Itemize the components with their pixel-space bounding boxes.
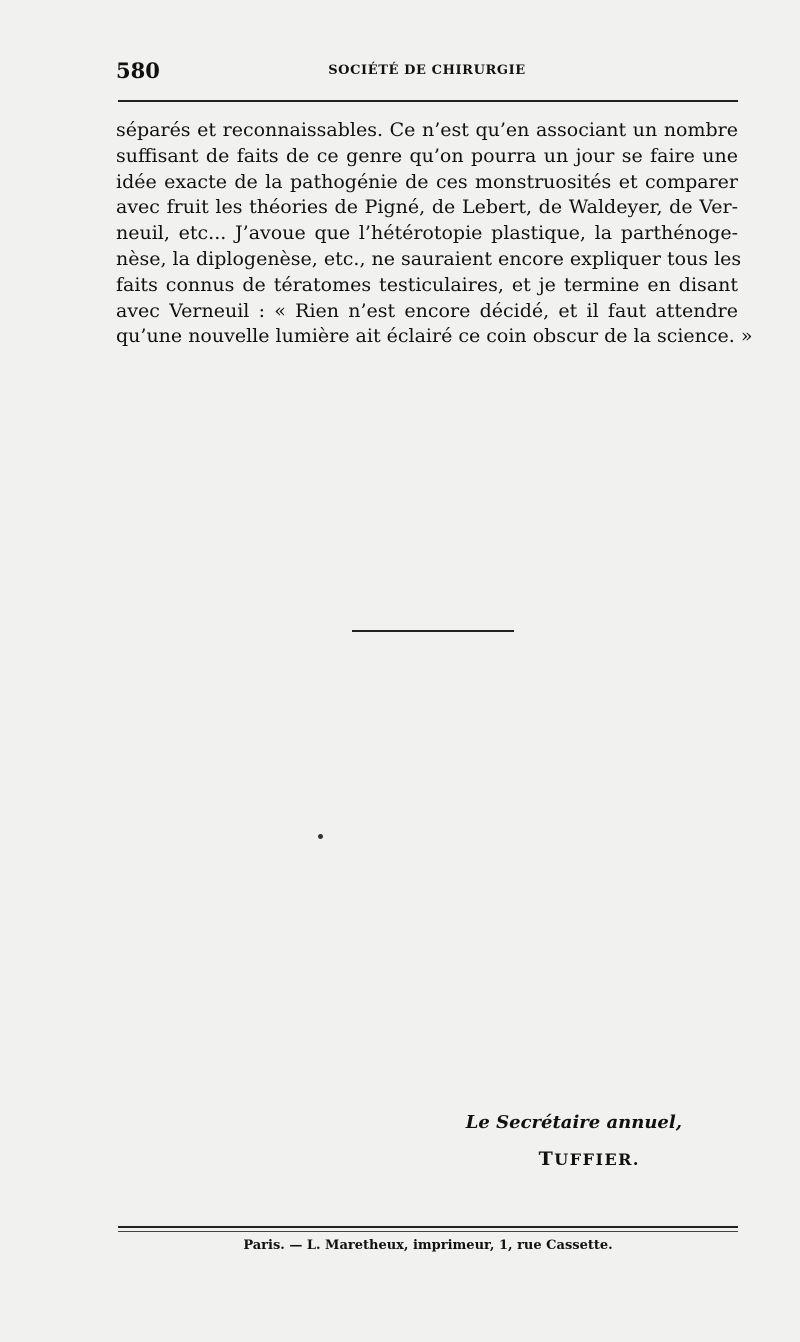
ink-speck — [318, 834, 323, 839]
section-separator — [352, 630, 514, 632]
text-line: avec Verneuil : « Rien n’est encore décidé, et il faut attendre — [116, 299, 738, 322]
text-line: qu’une nouvelle lumière ait éclairé ce coin obscur de la science. » — [116, 325, 753, 348]
text-line: nèse, la diplogenèse, etc., ne sauraient encore expliquer tous les — [116, 247, 742, 270]
signature-role: Le Secrétaire annuel, — [465, 1112, 682, 1133]
running-title: SOCIÉTÉ DE CHIRURGIE — [328, 63, 526, 78]
header-divider — [118, 100, 738, 102]
signature-name-initial: T — [538, 1148, 555, 1170]
text-line: faits connus de tératomes testiculaires, et je termine en disant — [116, 273, 738, 296]
text-line: idée exacte de la pathogénie de ces monstruosités et comparer — [116, 170, 738, 193]
page-number: 580 — [116, 58, 160, 83]
footer-divider-thin — [118, 1231, 738, 1232]
text-line: avec fruit les théories de Pigné, de Lebert, de Waldeyer, de Ver- — [116, 196, 738, 219]
text-line: neuil, etc... J’avoue que l’hétérotopie plastique, la parthénoge- — [116, 222, 738, 245]
text-line: séparés et reconnaissables. Ce n’est qu’en associant un nombre — [116, 119, 738, 141]
signature-name — [520, 1148, 640, 1170]
printer-imprint: Paris. — L. Maretheux, imprimeur, 1, rue Cassette. — [243, 1238, 613, 1253]
page-header — [116, 58, 738, 88]
text-line: suffisant de faits de ce genre qu’on pourra un jour se faire une — [116, 144, 738, 167]
signature-name-rest: UFFIER. — [554, 1150, 640, 1169]
footer-divider — [118, 1226, 738, 1228]
body-paragraph — [116, 118, 753, 350]
